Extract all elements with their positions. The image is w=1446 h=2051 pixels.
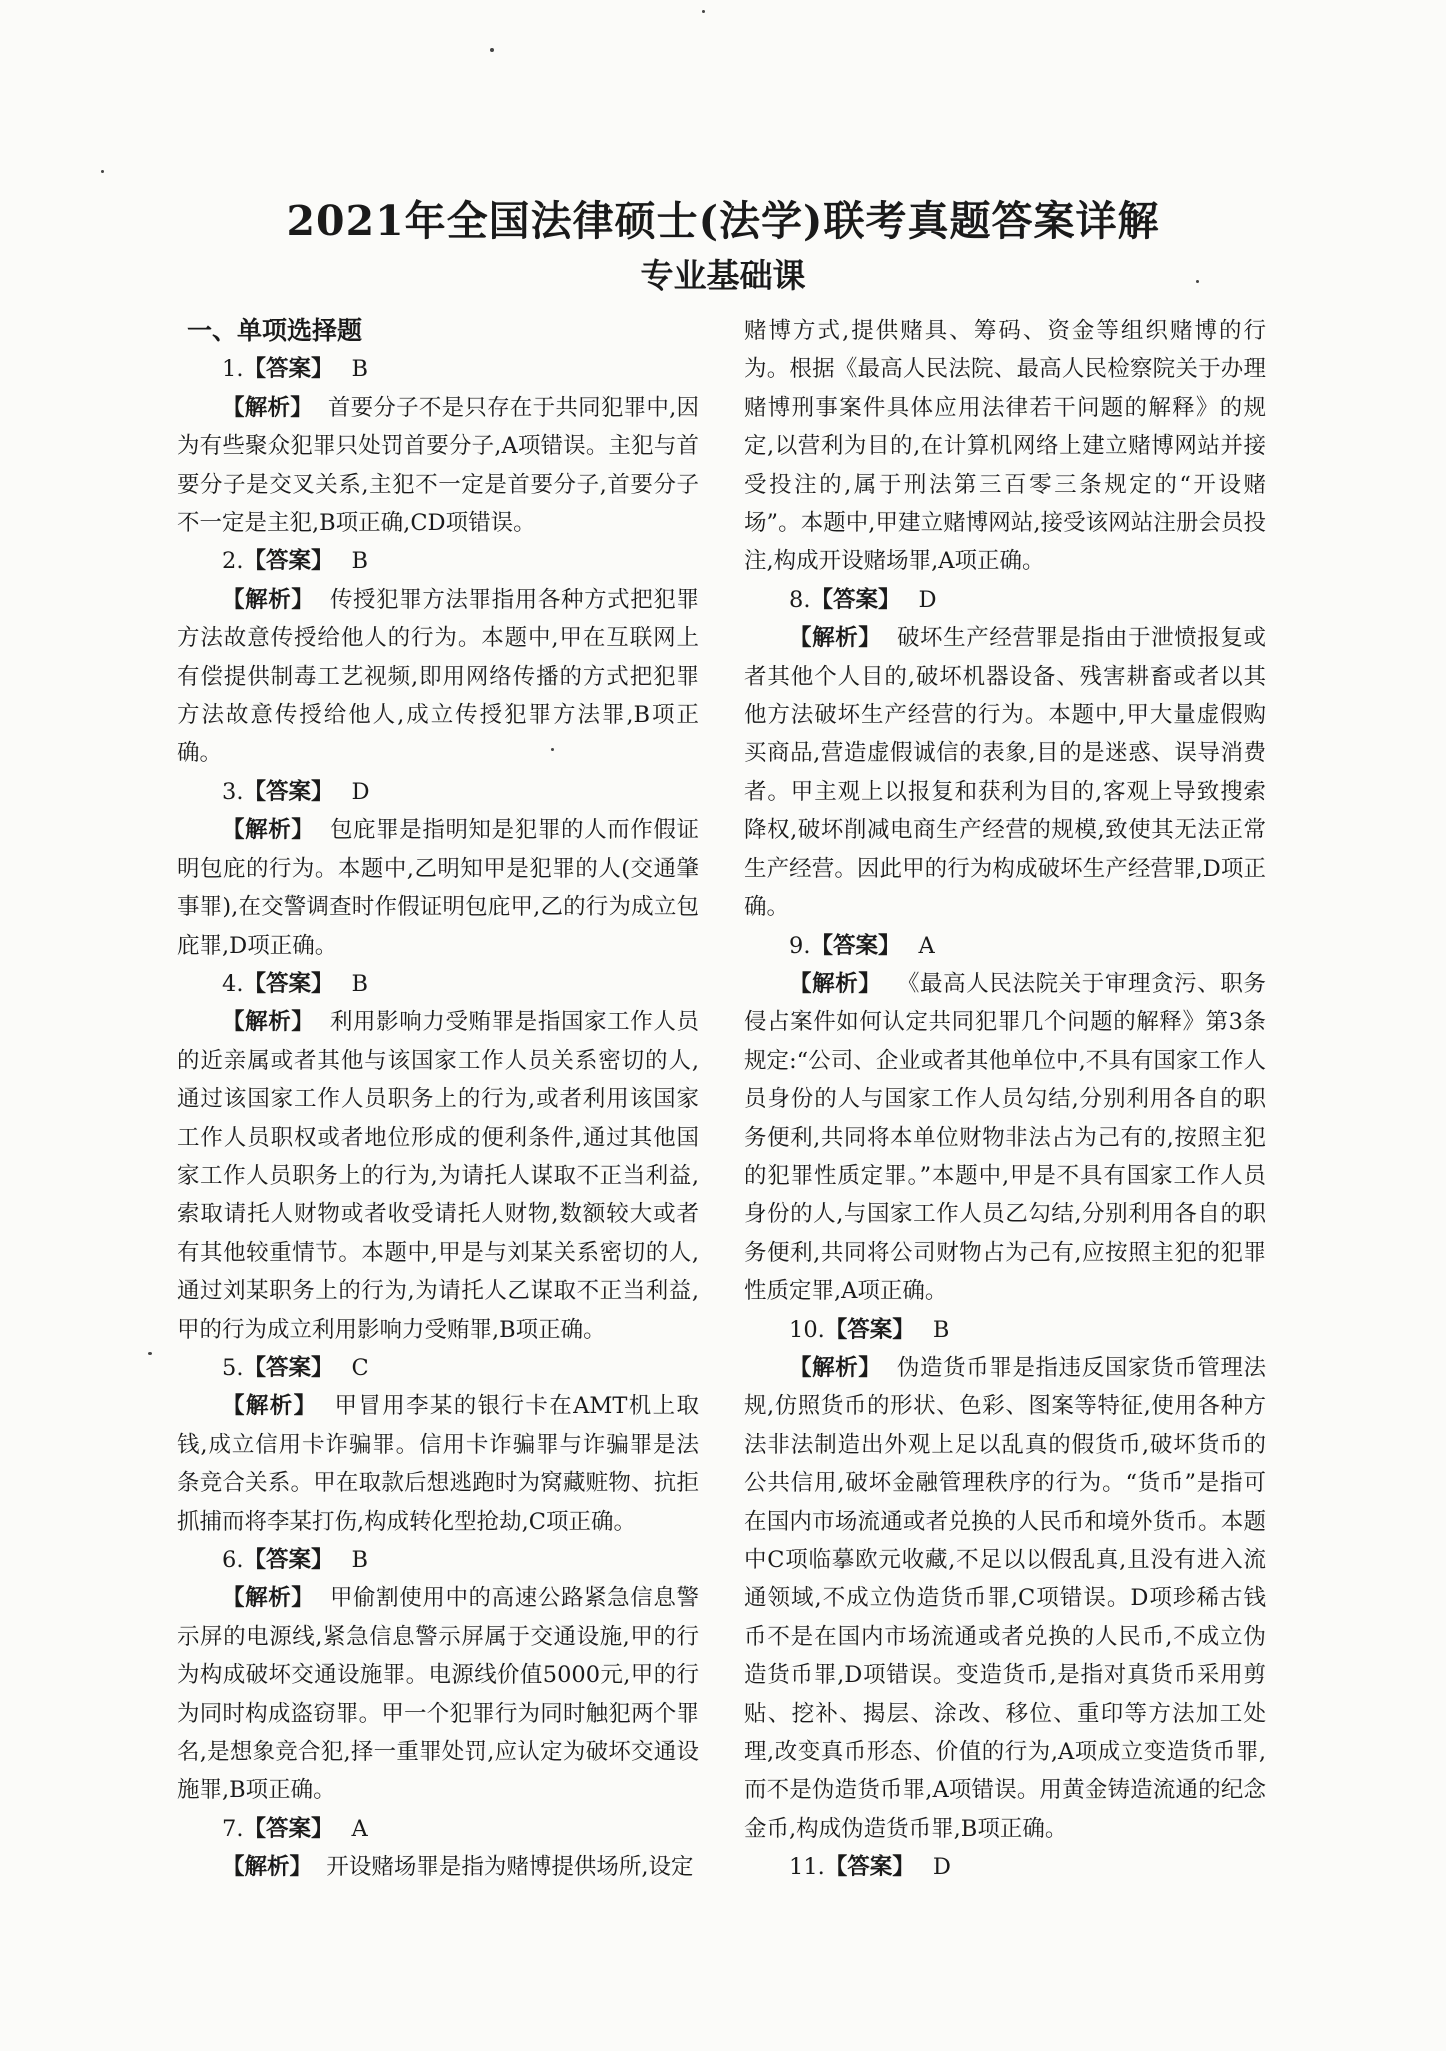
analysis-q2 [177,581,699,773]
answer-label: 【答案】 [243,356,334,383]
answer-value: D [351,778,370,805]
analysis-label: 【解析】 [222,394,314,421]
answer-label: 【答案】 [810,932,901,959]
analysis-label: 【解析】 [222,1585,315,1612]
analysis-text: 开设赌场罪是指为赌博提供场所,设定 [326,1854,694,1881]
analysis-text: 《最高人民法院关于审理贪污、职务侵占案件如何认定共同犯罪几个问题的解释》第3条规定:“公司、企业或者其他单位中,不具有国家工作人员身份的人与国家工作人员勾结,分别利用各自的职务便利,共同将本单位财物非法占为己有的,按照主犯的犯罪性质定罪。”本题中,甲是不具有国家工作人员身份的人,与国家工作人员乙勾结,分别利用各自的职务便利,共同将公司财物占为己有,应按照主犯的犯罪性质定罪,A项正确。 [744,970,1266,1305]
analysis-q1 [177,389,699,543]
answer-line-q3 [177,773,699,811]
question-number: 5. [222,1354,244,1381]
answer-value: B [351,970,369,997]
analysis-q10 [744,1349,1266,1848]
scan-speck [1196,280,1199,283]
answer-label: 【答案】 [243,1815,334,1842]
analysis-text: 甲冒用李某的银行卡在AMT机上取钱,成立信用卡诈骗罪。信用卡诈骗罪与诈骗罪是法条竞合关系。甲在取款后想逃跑时为窝藏赃物、抗拒抓捕而将李某打伤,构成转化型抢劫,C项正确。 [177,1393,699,1535]
answer-label: 【答案】 [243,548,334,575]
analysis-label: 【解析】 [222,817,315,844]
answer-label: 【答案】 [243,778,334,805]
analysis-text: 利用影响力受贿罪是指国家工作人员的近亲属或者其他与该国家工作人员关系密切的人,通过该国家工作人员职务上的行为,或者利用该国家工作人员职权或者地位形成的便利条件,通过其他国家工作人员职务上的行为,为请托人谋取不正当利益,索取请托人财物或者收受请托人财物,数额较大或者有其他较重情节。本题中,甲是与刘某关系密切的人,通过刘某职务上的行为,为请托人乙谋取不正当利益,甲的行为成立利用影响力受贿罪,B项正确。 [177,1009,699,1343]
question-number: 1. [222,356,244,383]
analysis-label: 【解析】 [789,625,882,652]
answer-label: 【答案】 [243,1354,334,1381]
answer-line-q10 [744,1311,1266,1349]
analysis-q7-continued: 赌博方式,提供赌具、筹码、资金等组织赌博的行为。根据《最高人民法院、最高人民检察院关于办理赌博刑事案件具体应用法律若干问题的解释》的规定,以营利为目的,在计算机网络上建立赌博网站并接受投注的,属于刑法第三百零三条规定的“开设赌场”。本题中,甲建立赌博网站,接受该网站注册会员投注,构成开设赌场罪,A项正确。 [744,318,1266,575]
answer-line-q5 [177,1349,699,1387]
analysis-q7-start [177,1848,699,1886]
question-number: 2. [222,548,244,575]
answer-value: A [918,932,935,959]
left-column [177,312,699,1887]
answer-line-q8 [744,581,1266,619]
answer-value: B [351,1547,369,1573]
analysis-label: 【解析】 [222,1009,315,1036]
analysis-q4 [177,1003,699,1349]
question-number: 8. [789,586,811,613]
page-subtitle: 专业基础课 [640,256,806,295]
analysis-q9 [744,965,1266,1311]
answer-value: B [351,356,369,383]
answer-label: 【答案】 [824,1316,915,1343]
answer-line-q2 [177,542,699,580]
question-number: 10. [789,1316,825,1343]
page-title: 2021年全国法律硕士(法学)联考真题答案详解 [286,197,1160,245]
question-number: 3. [222,778,244,805]
question-number: 7. [222,1815,244,1842]
section-heading: 一、单项选择题 [187,316,363,345]
answer-label: 【答案】 [243,970,334,997]
answer-value: D [932,1854,951,1881]
answer-value: A [351,1815,368,1842]
question-number: 4. [222,970,244,997]
answer-line-q7 [177,1810,699,1848]
analysis-text: 传授犯罪方法罪指用各种方式把犯罪方法故意传授给他人的行为。本题中,甲在互联网上有偿提供制毒工艺视频,即用网络传播的方式把犯罪方法故意传授给他人,成立传授犯罪方法罪,B项正确。 [177,586,699,767]
answer-line-q6 [177,1541,699,1579]
answer-label: 【答案】 [824,1854,915,1881]
answer-value: D [918,586,937,613]
answer-value: B [932,1316,950,1343]
answer-value: C [351,1354,369,1381]
scan-speck [702,10,705,13]
question-number: 9. [789,932,811,959]
analysis-text: 包庇罪是指明知是犯罪的人而作假证明包庇的行为。本题中,乙明知甲是犯罪的人(交通肇事罪),在交警调查时作假证明包庇甲,乙的行为成立包庇罪,D项正确。 [177,817,699,959]
analysis-text: 破坏生产经营罪是指由于泄愤报复或者其他个人目的,破坏机器设备、残害耕畜或者以其他方法破坏生产经营的行为。本题中,甲大量虚假购买商品,营造虚假诚信的表象,目的是迷惑、误导消费者。甲主观上以报复和获利为目的,客观上导致搜索降权,破坏削减电商生产经营的规模,致使其无法正常生产经营。因此甲的行为构成破坏生产经营罪,D项正确。 [744,625,1266,921]
analysis-label: 【解析】 [222,1854,313,1881]
answer-line-q4 [177,965,699,1003]
scan-speck [148,1352,152,1355]
analysis-q3 [177,811,699,965]
scan-speck [490,48,494,52]
answer-line-q11 [744,1848,1266,1886]
scan-speck [101,170,104,173]
analysis-label: 【解析】 [222,586,315,613]
analysis-label: 【解析】 [789,1354,882,1381]
analysis-label: 【解析】 [789,970,882,997]
answer-line-q9 [744,927,1266,965]
answer-label: 【答案】 [243,1547,334,1573]
right-column [744,312,1266,1887]
question-number: 6. [222,1547,244,1573]
scan-speck [551,748,554,751]
analysis-text: 首要分子不是只存在于共同犯罪中,因为有些聚众犯罪只处罚首要分子,A项错误。主犯与首要分子是交叉关系,主犯不一定是首要分子,首要分子不一定是主犯,B项正确,CD项错误。 [177,394,699,537]
answer-value: B [351,548,369,575]
analysis-label: 【解析】 [222,1393,318,1420]
analysis-text: 甲偷割使用中的高速公路紧急信息警示屏的电源线,紧急信息警示屏属于交通设施,甲的行为构成破坏交通设施罪。电源线价值5000元,甲的行为同时构成盗窃罪。甲一个犯罪行为同时触犯两个罪名,是想象竞合犯,择一重罪处罚,应认定为破坏交通设施罪,B项正确。 [177,1585,699,1804]
analysis-q5 [177,1387,699,1541]
question-number: 11. [789,1854,825,1881]
answer-line-q1 [177,350,699,388]
analysis-q6 [177,1579,699,1809]
answer-label: 【答案】 [810,586,901,613]
analysis-q8 [744,619,1266,926]
analysis-text: 伪造货币罪是指违反国家货币管理法规,仿照货币的形状、色彩、图案等特征,使用各种方法非法制造出外观上足以乱真的假货币,破坏货币的公共信用,破坏金融管理秩序的行为。“货币”是指可在国内市场流通或者兑换的人民币和境外货币。本题中C项临摹欧元收藏,不足以以假乱真,且没有进入流通领域,不成立伪造货币罪,C项错误。D项珍稀古钱币不是在国内市场流通或者兑换的人民币,不成立伪造货币罪,D项错误。变造货币,是指对真货币采用剪贴、挖补、揭层、涂改、移位、重印等方法加工处理,改变真币形态、价值的行为,A项成立变造货币罪,而不是伪造货币罪,A项错误。用黄金铸造流通的纪念金币,构成伪造货币罪,B项正确。 [744,1354,1266,1842]
